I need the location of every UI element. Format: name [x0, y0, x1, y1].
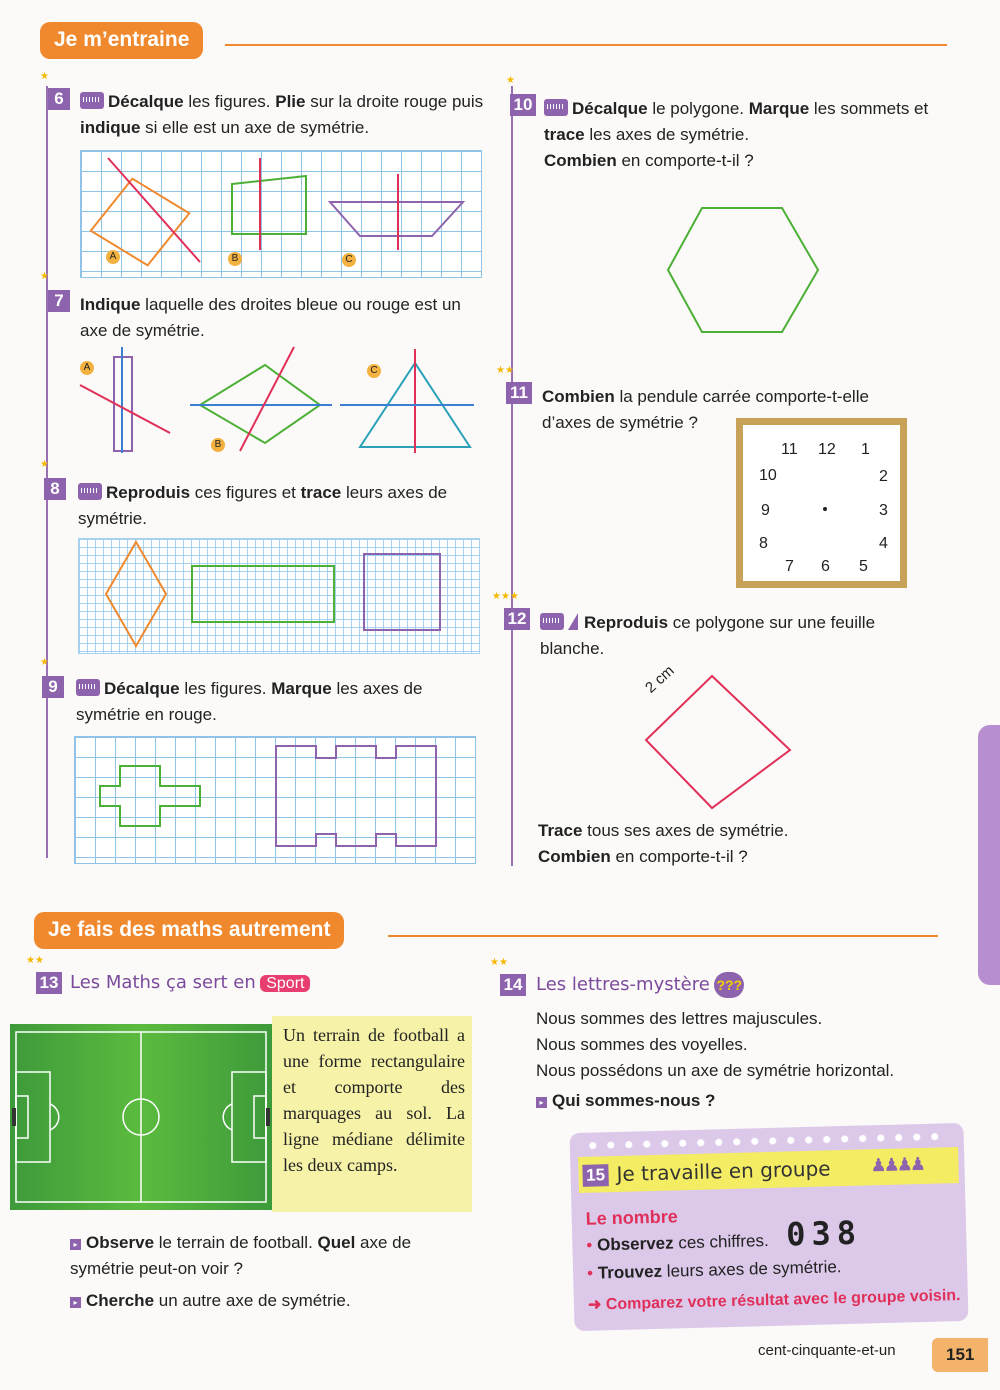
tracing-paper-icon [78, 483, 102, 500]
square-clock [736, 418, 907, 588]
group-work-card [569, 1123, 968, 1331]
group-work-task-1: • Observez ces chiffres. [586, 1231, 769, 1255]
arrow-bullet-icon: ▸ [70, 1297, 81, 1308]
set-square-icon [568, 613, 578, 630]
tracing-paper-icon [80, 92, 104, 109]
difficulty-stars: ★★ [496, 365, 514, 376]
figure-label-b: B [228, 252, 242, 266]
group-icon: ♟♟♟♟ [870, 1153, 924, 1176]
clock-numeral-1: 1 [861, 441, 870, 458]
exercise-6-instructions: Décalque les figures. Plie sur la droite rouge puis indique si elle est un axe de symétrie. [80, 92, 484, 137]
exercise-number-9: 9 [42, 676, 64, 698]
clock-numeral-3: 3 [879, 502, 888, 519]
figure-label-a: A [106, 250, 120, 264]
left-column-rule [46, 86, 48, 858]
group-work-task-2: • Trouvez leurs axes de symétrie. [586, 1257, 842, 1283]
exercise-13-title: Les Maths ça sert en Sport [70, 972, 310, 993]
clock-numeral-8: 8 [759, 535, 768, 552]
exercise-9-instructions: Décalque les figures. Marque les axes de symétrie en rouge. [76, 679, 423, 724]
exercise-12-instructions: Reproduis ce polygone sur une feuille blanche. [540, 613, 876, 658]
clock-numeral-2: 2 [879, 468, 888, 485]
group-work-title: Je travaille en groupe [616, 1156, 831, 1186]
mystery-icon: ??? [714, 972, 744, 998]
clock-center-dot [823, 507, 827, 511]
exercise-7-figures [70, 345, 480, 455]
exercise-number-15: 15 [582, 1164, 609, 1187]
exercise-number-6: 6 [48, 88, 70, 110]
exercise-14-title: Les lettres-mystère ??? [536, 972, 744, 998]
clock-numeral-7: 7 [785, 558, 794, 575]
figure-label-c: C [367, 364, 381, 378]
clock-numeral-5: 5 [859, 558, 868, 575]
arrow-bullet-icon: ▸ [70, 1239, 81, 1250]
sport-tag: Sport [260, 975, 310, 992]
exercise-6-figures [80, 150, 480, 276]
exercise-11-instructions: Combien la pendule carrée comporte-t-elle d’axes de symétrie ? [542, 387, 869, 432]
exercise-number-13: 13 [36, 972, 62, 994]
group-work-cta: ➜ Comparez votre résultat avec le groupe voisin. [587, 1287, 961, 1314]
exercise-10-hexagon [660, 200, 825, 340]
figure-label-a: A [80, 361, 94, 375]
exercise-number-12: 12 [504, 608, 530, 630]
exercise-number-10: 10 [510, 94, 536, 116]
right-column-rule [511, 86, 513, 866]
banner-rule [225, 44, 947, 46]
exercise-13-questions: ▸ Observe le terrain de football. Quel axe de symétrie peut-on voir ? ▸ Cherche un autre axe de symétrie. [70, 1233, 412, 1310]
banner-rule [388, 935, 938, 937]
page-number: 151 [932, 1338, 988, 1372]
exercise-8-figures [78, 538, 478, 652]
page-edge-tab [978, 725, 1000, 985]
figure-label-c: C [342, 253, 356, 267]
exercise-number-8: 8 [44, 478, 66, 500]
section-banner-other: Je fais des maths autrement [34, 912, 344, 949]
section-banner-train: Je m’entraine [40, 22, 203, 59]
page-number-words: cent-cinquante-et-un [758, 1342, 896, 1359]
exercise-number-7: 7 [48, 290, 70, 312]
exercise-8-instructions: Reproduis ces figures et trace leurs axes de symétrie. [78, 483, 448, 528]
difficulty-stars: ★★ [490, 957, 508, 968]
arrow-bullet-icon: ▸ [536, 1097, 547, 1108]
exercise-number-11: 11 [506, 382, 532, 404]
exercise-9-figures [74, 736, 474, 862]
difficulty-stars: ★ [506, 75, 515, 86]
exercise-13-text: Un terrain de football a une forme rectangulaire et comporte des marquages au sol. La ligne médiane délimite les deux camps. [283, 1025, 465, 1175]
exercise-number-14: 14 [500, 974, 526, 996]
clock-numeral-12: 12 [818, 441, 836, 458]
difficulty-stars: ★ [40, 459, 49, 470]
group-work-subtitle: Le nombre [585, 1206, 678, 1229]
tracing-paper-icon [76, 679, 100, 696]
clock-numeral-9: 9 [761, 502, 770, 519]
difficulty-stars: ★ [40, 71, 49, 82]
digits-display: 038 [785, 1213, 863, 1254]
ruler-icon [540, 613, 564, 630]
tracing-paper-icon [544, 99, 568, 116]
exercise-14-text: Nous sommes des lettres majuscules. Nous sommes des voyelles. Nous possédons un axe de symétrie horizontal. ▸ Qui sommes-nous ? [536, 1009, 895, 1110]
football-pitch-lines [10, 1024, 272, 1210]
clock-numeral-6: 6 [821, 558, 830, 575]
difficulty-stars: ★★ [26, 955, 44, 966]
exercise-10-instructions: Décalque le polygone. Marque les sommets et trace les axes de symétrie. Combien en comporte-t-il ? [544, 99, 929, 170]
difficulty-stars: ★ [40, 657, 49, 668]
figure-label-b: B [211, 438, 225, 452]
clock-numeral-10: 10 [759, 467, 777, 484]
clock-numeral-11: 11 [781, 441, 798, 458]
exercise-12-question: Trace tous ses axes de symétrie. Combien en comporte-t-il ? [538, 821, 789, 866]
clock-numeral-4: 4 [879, 535, 888, 552]
difficulty-stars: ★ [40, 271, 49, 282]
exercise-7-instructions: Indique laquelle des droites bleue ou rouge est un axe de symétrie. [80, 295, 461, 340]
difficulty-stars: ★★★ [492, 591, 519, 602]
dimension-label: 2 cm [642, 662, 678, 697]
